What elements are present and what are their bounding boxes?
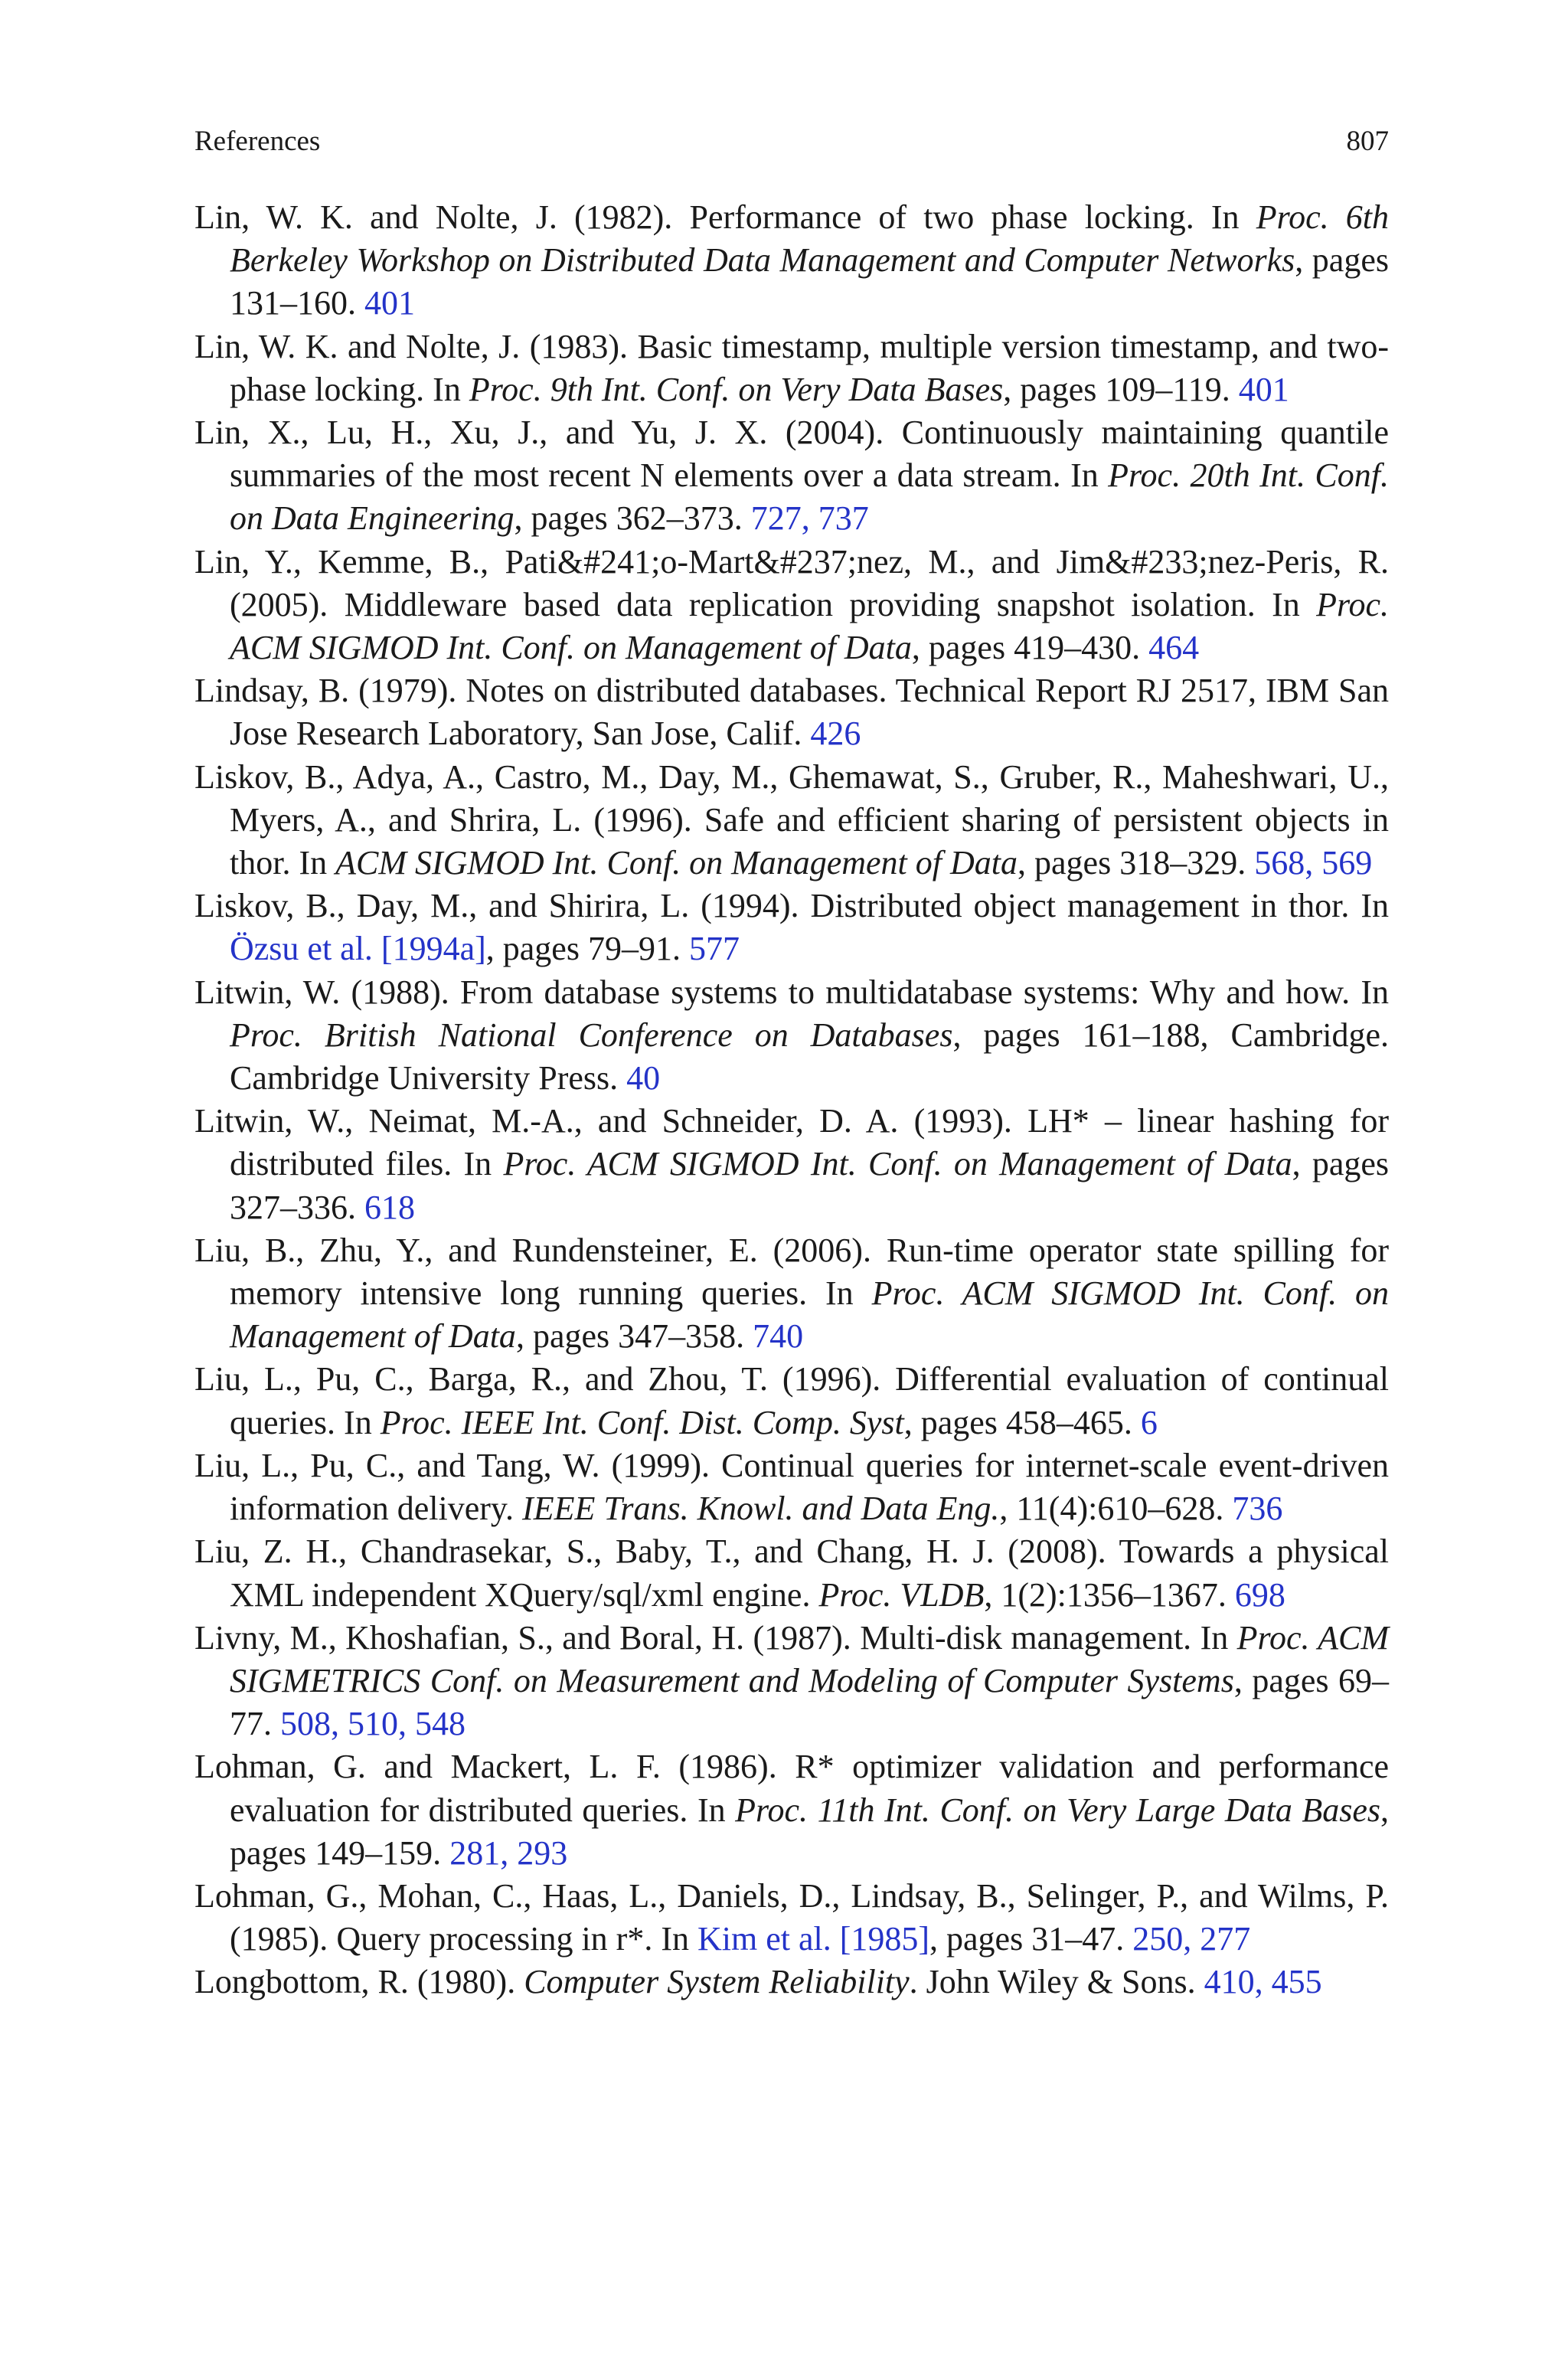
reference-authors: Liu, Z. H., Chandrasekar, S., Baby, T., and Chang, H. J. (2008). (194, 1532, 1106, 1571)
reference-details: , pages 458–465. (903, 1403, 1132, 1441)
reference-authors: Liu, B., Zhu, Y., and Rundensteiner, E. (2006). (194, 1231, 871, 1269)
reference-backref-link[interactable]: 736 (1232, 1490, 1283, 1528)
reference-title: Differential evaluation of continual queries. In (230, 1360, 1389, 1441)
reference-venue: Proc. 11th Int. Conf. on Very Large Data Bases (735, 1791, 1381, 1829)
reference-backref-link[interactable]: 250, 277 (1132, 1920, 1251, 1958)
reference-venue: Proc. 20th Int. Conf. on Data Engineering (230, 456, 1389, 538)
reference-authors: Longbottom, R. (1980). (194, 1963, 516, 2001)
reference-entry (194, 1875, 1389, 1961)
reference-authors: Liu, L., Pu, C., and Tang, W. (1999). (194, 1446, 710, 1484)
reference-authors: Liskov, B., Adya, A., Castro, M., Day, M., Ghemawat, S., Gruber, R., Maheshwari, U., Myers, A., and Shrira, L. (1996). (194, 757, 1389, 839)
reference-authors: Litwin, W. (1988). (194, 973, 449, 1011)
reference-backref-link[interactable]: 40 (626, 1059, 661, 1097)
reference-venue: Computer System Reliability (524, 1963, 910, 2001)
reference-backref-link[interactable]: 281, 293 (449, 1833, 568, 1872)
reference-details: , pages 109–119. (1003, 370, 1230, 408)
reference-title: Performance of two phase locking. In (689, 198, 1240, 236)
reference-title: Multi-disk management. In (860, 1618, 1229, 1657)
reference-authors: Litwin, W., Neimat, M.-A., and Schneider, D. A. (1993). (194, 1102, 1012, 1140)
reference-title: Basic timestamp, multiple version timestamp, and two-phase locking. In (230, 327, 1389, 408)
reference-details: , pages 31–47. (929, 1920, 1125, 1958)
reference-title: Safe and efficient sharing of persistent objects in thor. In (230, 800, 1389, 882)
reference-entry (194, 669, 1389, 755)
reference-backref-link[interactable]: 727, 737 (750, 499, 869, 538)
reference-title: LH* – linear hashing for distributed files. In (230, 1102, 1390, 1183)
reference-details: , 11(4):610–628. (999, 1490, 1224, 1528)
reference-entry (194, 1530, 1389, 1616)
reference-venue: ACM SIGMOD Int. Conf. on Management of Data (335, 844, 1018, 882)
reference-title: Run-time operator state spilling for memory intensive long running queries. In (230, 1231, 1390, 1313)
reference-venue: Proc. 9th Int. Conf. on Very Data Bases (469, 370, 1004, 408)
reference-venue: Proc. ACM SIGMOD Int. Conf. on Management of Data (230, 1274, 1389, 1356)
reference-backref-link[interactable]: 740 (753, 1317, 804, 1356)
reference-entry (194, 1444, 1389, 1530)
reference-entry (194, 1229, 1389, 1359)
reference-authors: Lin, Y., Kemme, B., Pati&#241;o-Mart&#237;nez, M., and Jim&#233;nez-Peris, R. (2005). (194, 542, 1389, 623)
reference-details: , pages 131–160. (230, 241, 1389, 322)
reference-details: , pages 149–159. (230, 1791, 1390, 1872)
reference-backref-link[interactable]: 401 (364, 284, 415, 322)
reference-entry (194, 411, 1389, 541)
reference-crossref-link[interactable]: Özsu et al. [1994a] (230, 930, 486, 968)
reference-venue: Proc. 6th Berkeley Workshop on Distributed Data Management and Computer Networks (230, 198, 1390, 280)
reference-entry (194, 885, 1389, 970)
reference-details: , pages 161–188, Cambridge. Cambridge University Press. (230, 1016, 1389, 1097)
reference-details: , pages 347–358. (515, 1317, 745, 1356)
reference-title: Continual queries for internet-scale event-driven information delivery. (230, 1446, 1389, 1528)
reference-details: , 1(2):1356–1367. (984, 1575, 1227, 1614)
reference-title: Notes on distributed databases. Technical Report RJ 2517, IBM San Jose Research Laboratory, San Jose, Calif. (230, 672, 1389, 753)
reference-backref-link[interactable]: 698 (1234, 1575, 1285, 1614)
reference-venue: Proc. ACM SIGMETRICS Conf. on Measurement and Modeling of Computer Systems (230, 1618, 1390, 1699)
reference-backref-link[interactable]: 6 (1140, 1403, 1158, 1441)
reference-backref-link[interactable]: 618 (364, 1188, 415, 1226)
reference-backref-link[interactable]: 410, 455 (1204, 1963, 1322, 2001)
reference-entry (194, 541, 1389, 670)
reference-entry (194, 1961, 1389, 2003)
reference-authors: Lindsay, B. (1979). (194, 672, 457, 710)
reference-details: , pages 419–430. (911, 629, 1141, 667)
page-number: 807 (1346, 126, 1389, 157)
reference-entry (194, 971, 1389, 1101)
reference-venue: Proc. IEEE Int. Conf. Dist. Comp. Syst (380, 1403, 904, 1441)
reference-venue: Proc. British National Conference on Databases (230, 1016, 953, 1054)
reference-backref-link[interactable]: 426 (810, 715, 861, 753)
reference-venue: Proc. ACM SIGMOD Int. Conf. on Management of Data (230, 585, 1390, 667)
reference-details: . John Wiley & Sons. (909, 1963, 1196, 2001)
reference-details: , pages 327–336. (230, 1145, 1390, 1226)
reference-authors: Lin, W. K. and Nolte, J. (1983). (194, 327, 629, 365)
reference-details: , pages 79–91. (485, 930, 681, 968)
reference-authors: Livny, M., Khoshafian, S., and Boral, H. (1987). (194, 1618, 851, 1657)
reference-authors: Lohman, G., Mohan, C., Haas, L., Daniels, D., Lindsay, B., Selinger, P., and Wilms, P. (1985). (194, 1876, 1389, 1958)
reference-entry (194, 1358, 1389, 1444)
reference-entry (194, 1745, 1389, 1875)
reference-backref-link[interactable]: 464 (1148, 629, 1200, 667)
reference-authors: Liskov, B., Day, M., and Shirira, L. (1994). (194, 887, 799, 925)
section-title: References (194, 126, 321, 157)
reference-entry (194, 756, 1389, 885)
reference-authors: Lin, W. K. and Nolte, J. (1982). (194, 198, 673, 236)
reference-backref-link[interactable]: 508, 510, 548 (280, 1705, 466, 1743)
reference-title: R* optimizer validation and performance evaluation for distributed queries. In (230, 1748, 1390, 1829)
reference-authors: Liu, L., Pu, C., Barga, R., and Zhou, T. (1996). (194, 1360, 881, 1398)
reference-venue: Proc. VLDB (818, 1575, 985, 1614)
reference-details: , pages 69–77. (230, 1661, 1389, 1743)
reference-title: Continuously maintaining quantile summaries of the most recent N elements over a data stream. In (230, 414, 1389, 495)
reference-title: Distributed object management in thor. In (810, 887, 1390, 925)
reference-title: From database systems to multidatabase systems: Why and how. In (459, 973, 1390, 1011)
reference-entry (194, 196, 1389, 325)
reference-entry (194, 1100, 1389, 1229)
reference-venue: Proc. ACM SIGMOD Int. Conf. on Management of Data (503, 1145, 1292, 1183)
reference-list (194, 196, 1389, 2004)
reference-authors: Lin, X., Lu, H., Xu, J., and Yu, J. X. (2004). (194, 414, 884, 452)
reference-details: , pages 362–373. (514, 499, 743, 538)
reference-venue: IEEE Trans. Knowl. and Data Eng. (522, 1490, 1000, 1528)
reference-details: , pages 318–329. (1018, 844, 1246, 882)
reference-backref-link[interactable]: 401 (1238, 370, 1289, 408)
reference-backref-link[interactable]: 577 (688, 930, 740, 968)
reference-authors: Lohman, G. and Mackert, L. F. (1986). (194, 1748, 777, 1786)
reference-title: Middleware based data replication providing snapshot isolation. In (344, 585, 1300, 623)
running-head (194, 123, 1389, 161)
reference-backref-link[interactable]: 568, 569 (1254, 844, 1373, 882)
reference-title: Towards a physical XML independent XQuery/sql/xml engine. (230, 1532, 1389, 1614)
reference-entry (194, 325, 1389, 411)
reference-crossref-link[interactable]: Kim et al. [1985] (697, 1920, 930, 1958)
reference-title: Query processing in r*. In (336, 1920, 689, 1958)
reference-entry (194, 1617, 1389, 1746)
